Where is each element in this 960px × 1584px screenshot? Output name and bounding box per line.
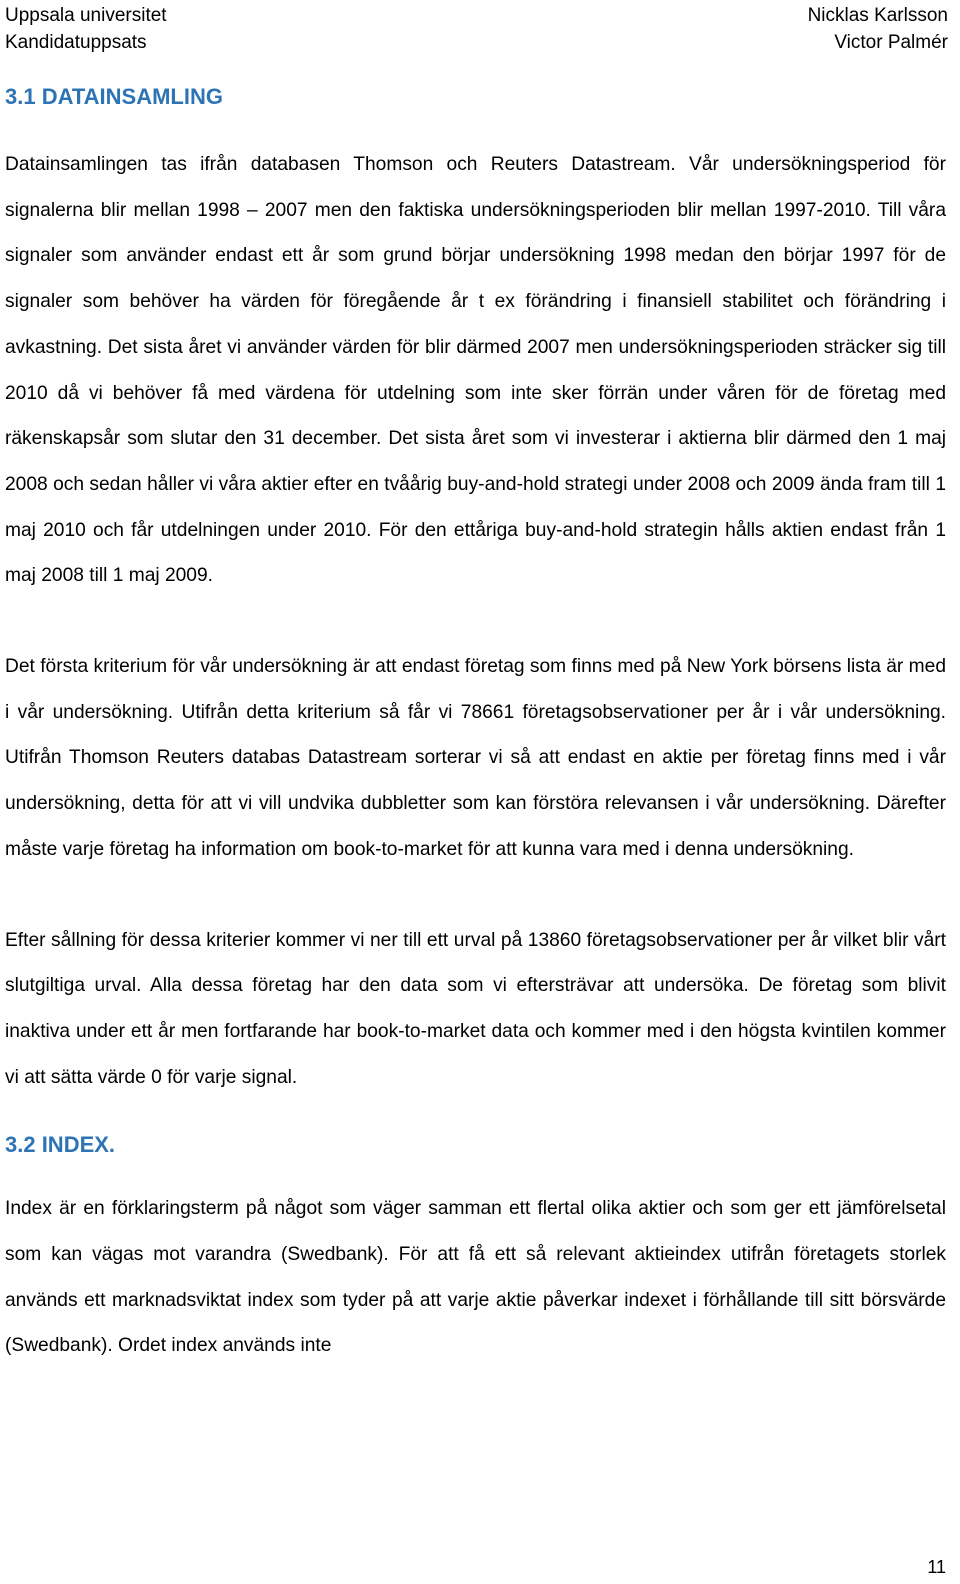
- author-1: Nicklas Karlsson: [807, 5, 948, 26]
- page-body: [5, 74, 946, 1369]
- paragraph: Index är en förklaringsterm på något som väger samman ett flertal olika aktier och som ger ett jämförelsetal som kan vägas mot varandra (Swedbank). För att få ett så relevant aktieindex utifrån företagets storlek används ett marknadsviktat index som tyder på att varje aktie påverkar indexet i förhållande till sitt börsvärde (Swedbank). Ordet index används inte: [5, 1198, 946, 1357]
- paragraph: Det första kriterium för vår undersökning är att endast företag som finns med på New York börsens lista är med i vår undersökning. Utifrån detta kriterium så får vi 78661 företagsobservationer per år i vår undersökning. Utifrån Thomson Reuters databas Datastream sorterar vi så att endast en aktie per företag finns med i vår undersökning, detta för att vi vill undvika dubbletter som kan förstöra relevansen i vår undersökning. Därefter måste varje företag ha information om book-to-market för att kunna vara med i denna undersökning.: [5, 656, 946, 860]
- thesis-type: Kandidatuppsats: [5, 32, 147, 53]
- running-header-left: [5, 2, 167, 56]
- paragraph: Efter sållning för dessa kriterier kommer vi ner till ett urval på 13860 företagsobservationer per år vilket blir vårt slutgiltiga urval. Alla dessa företag har den data som vi eftersträvar att undersöka. De företag som blivit inaktiva under ett år men fortfarande har book-to-market data och kommer med i den högsta kvintilen kommer vi att sätta värde 0 för varje signal.: [5, 929, 946, 1088]
- page-number: 11: [927, 1557, 946, 1577]
- paragraph: Datainsamlingen tas ifrån databasen Thomson och Reuters Datastream. Vår undersökningsperiod för signalerna blir mellan 1998 – 2007 men den faktiska undersökningsperioden blir mellan 1997-2010. Till våra signaler som använder endast ett år som grund börjar undersökning 1998 medan den börjar 1997 för de signaler som behöver ha värden för föregående år t ex förändring i finansiell stabilitet och förändring i avkastning. Det sista året vi använder värden för blir därmed 2007 men undersökningsperioden sträcker sig till 2010 då vi behöver få med värdena för utdelning som inte sker förrän under våren för de företag med räkenskapsår som slutar den 31 december. Det sista året som vi investerar i aktierna blir därmed den 1 maj 2008 och sedan håller vi våra aktier efter en tvåårig buy-and-hold strategi under 2008 och 2009 ända fram till 1 maj 2010 och får utdelningen under 2010. För den ettåriga buy-and-hold strategin hålls aktien endast från 1 maj 2008 till 1 maj 2009.: [5, 154, 946, 587]
- running-header-right: [808, 2, 948, 56]
- section-heading-datainsamling: 3.1 DATAINSAMLING: [5, 84, 223, 109]
- section-heading-index: 3.2 INDEX.: [5, 1132, 116, 1158]
- author-2: Victor Palmér: [834, 32, 948, 53]
- university-name: Uppsala universitet: [5, 5, 167, 26]
